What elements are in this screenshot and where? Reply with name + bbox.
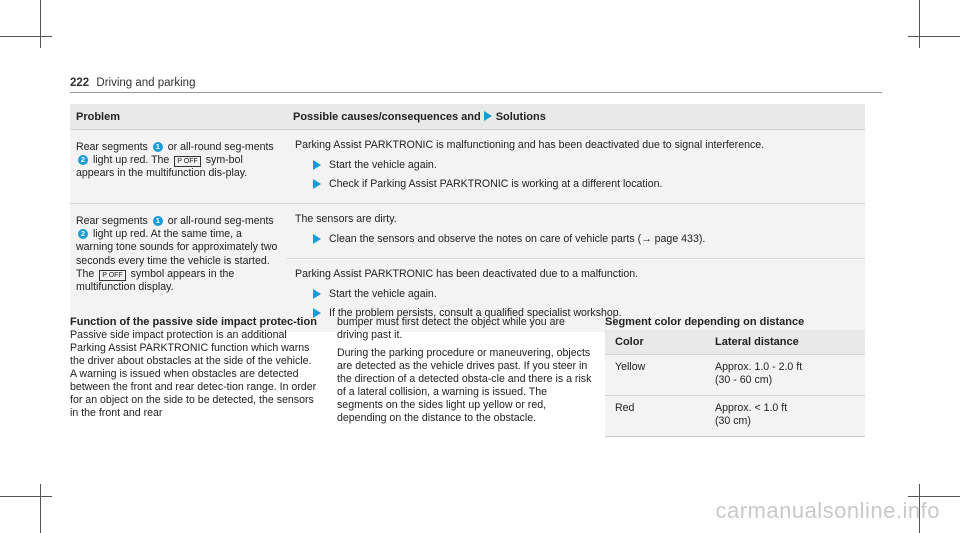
segment-color-heading-wrap	[605, 316, 865, 329]
problem-solutions-table	[70, 104, 865, 332]
marker-1-icon: 1	[153, 142, 163, 152]
solution-step: Start the vehicle again.	[313, 288, 857, 301]
problem-column-header: Problem	[70, 104, 287, 130]
table-row	[70, 204, 865, 333]
solution-step: If the problem persists, consult a qualified specialist workshop.	[313, 307, 857, 320]
section-title: Driving and parking	[96, 77, 196, 89]
distance-column-header: Lateral distance	[705, 330, 865, 355]
color-column-header: Color	[605, 330, 705, 355]
crop-mark	[0, 496, 52, 497]
marker-2-icon: 2	[78, 155, 88, 165]
crop-mark	[919, 0, 920, 48]
arrow-bullet-icon	[313, 179, 321, 189]
cause-text: Parking Assist PARKTRONIC is malfunctioning and has been deactivated due to signal interference.	[295, 139, 765, 151]
section-body: Passive side impact protection is an additional Parking Assist PARKTRONIC function which warns the driver about obstacles at the side of the vehicle. A warning is issued when obstacles are detected between the front and rear detec-tion range. In order for an object on the side to be detected, the sensors in the front and rear	[70, 329, 317, 419]
color-cell: Red	[605, 396, 705, 437]
cause-text: Parking Assist PARKTRONIC has been deactivated due to a malfunction.	[295, 268, 639, 280]
header-divider	[70, 92, 882, 93]
crop-mark	[40, 0, 41, 48]
table-row	[70, 130, 865, 204]
marker-2-icon: 2	[78, 229, 88, 239]
distance-cell: Approx. 1.0 - 2.0 ft (30 - 60 cm)	[705, 355, 865, 396]
watermark: carmanualsonline.info	[715, 498, 940, 523]
segment-table-heading: Segment color depending on distance	[605, 316, 805, 328]
solution-step: Start the vehicle again.	[313, 159, 857, 172]
page-header	[70, 77, 195, 89]
cause-text: The sensors are dirty.	[295, 213, 397, 225]
cause-block	[287, 204, 865, 259]
table-row	[605, 396, 865, 437]
solution-step: Check if Parking Assist PARKTRONIC is working at a different location.	[313, 178, 857, 191]
solution-step: Clean the sensors and observe the notes on care of vehicle parts (→ page 433).	[313, 233, 857, 246]
paragraph: During the parking procedure or maneuvering, objects are detected as the vehicle drives past. If you steer in the direction of a detected obsta-cle and there is a risk of a lateral collision, a warning is issued. The segments on the sides light up yellow or red, depending on the distance to the obstacle.	[337, 347, 592, 424]
section-heading: Function of the passive side impact protec-tion	[70, 316, 317, 328]
crop-mark	[908, 36, 960, 37]
parktronic-off-symbol: P OFF	[174, 156, 200, 167]
arrow-bullet-icon	[313, 234, 321, 244]
arrow-bullet-icon	[313, 289, 321, 299]
crop-mark	[908, 496, 960, 497]
paragraph: bumper must first detect the object while you are driving past it.	[337, 316, 565, 341]
passive-side-impact-section	[70, 316, 320, 425]
solutions-column-header: Possible causes/consequences and Solutions	[287, 104, 865, 130]
table-header-row	[70, 104, 865, 130]
color-cell: Yellow	[605, 355, 705, 396]
arrow-bullet-icon	[484, 111, 492, 121]
marker-1-icon: 1	[153, 216, 163, 226]
continuation-column	[337, 316, 593, 430]
table-row	[605, 355, 865, 396]
cause-block	[287, 130, 865, 203]
page-number: 222	[70, 77, 90, 89]
parktronic-off-symbol: P OFF	[99, 270, 125, 281]
crop-mark	[0, 36, 52, 37]
arrow-bullet-icon	[313, 160, 321, 170]
table-header-row	[605, 330, 865, 355]
solutions-cell	[287, 130, 865, 204]
solutions-cell	[287, 204, 865, 333]
problem-cell: Rear segments 1 or all-round seg-ments 2 light up red. The P OFF sym-bol appears in the multifunction dis-play.	[70, 130, 287, 204]
distance-cell: Approx. < 1.0 ft (30 cm)	[705, 396, 865, 437]
problem-cell: Rear segments 1 or all-round seg-ments 2 light up red. At the same time, a warning tone sounds for approximately two seconds every time the vehicle is started. The P OFF symbol appears in the multifunction display.	[70, 204, 287, 333]
segment-color-table	[605, 330, 865, 437]
